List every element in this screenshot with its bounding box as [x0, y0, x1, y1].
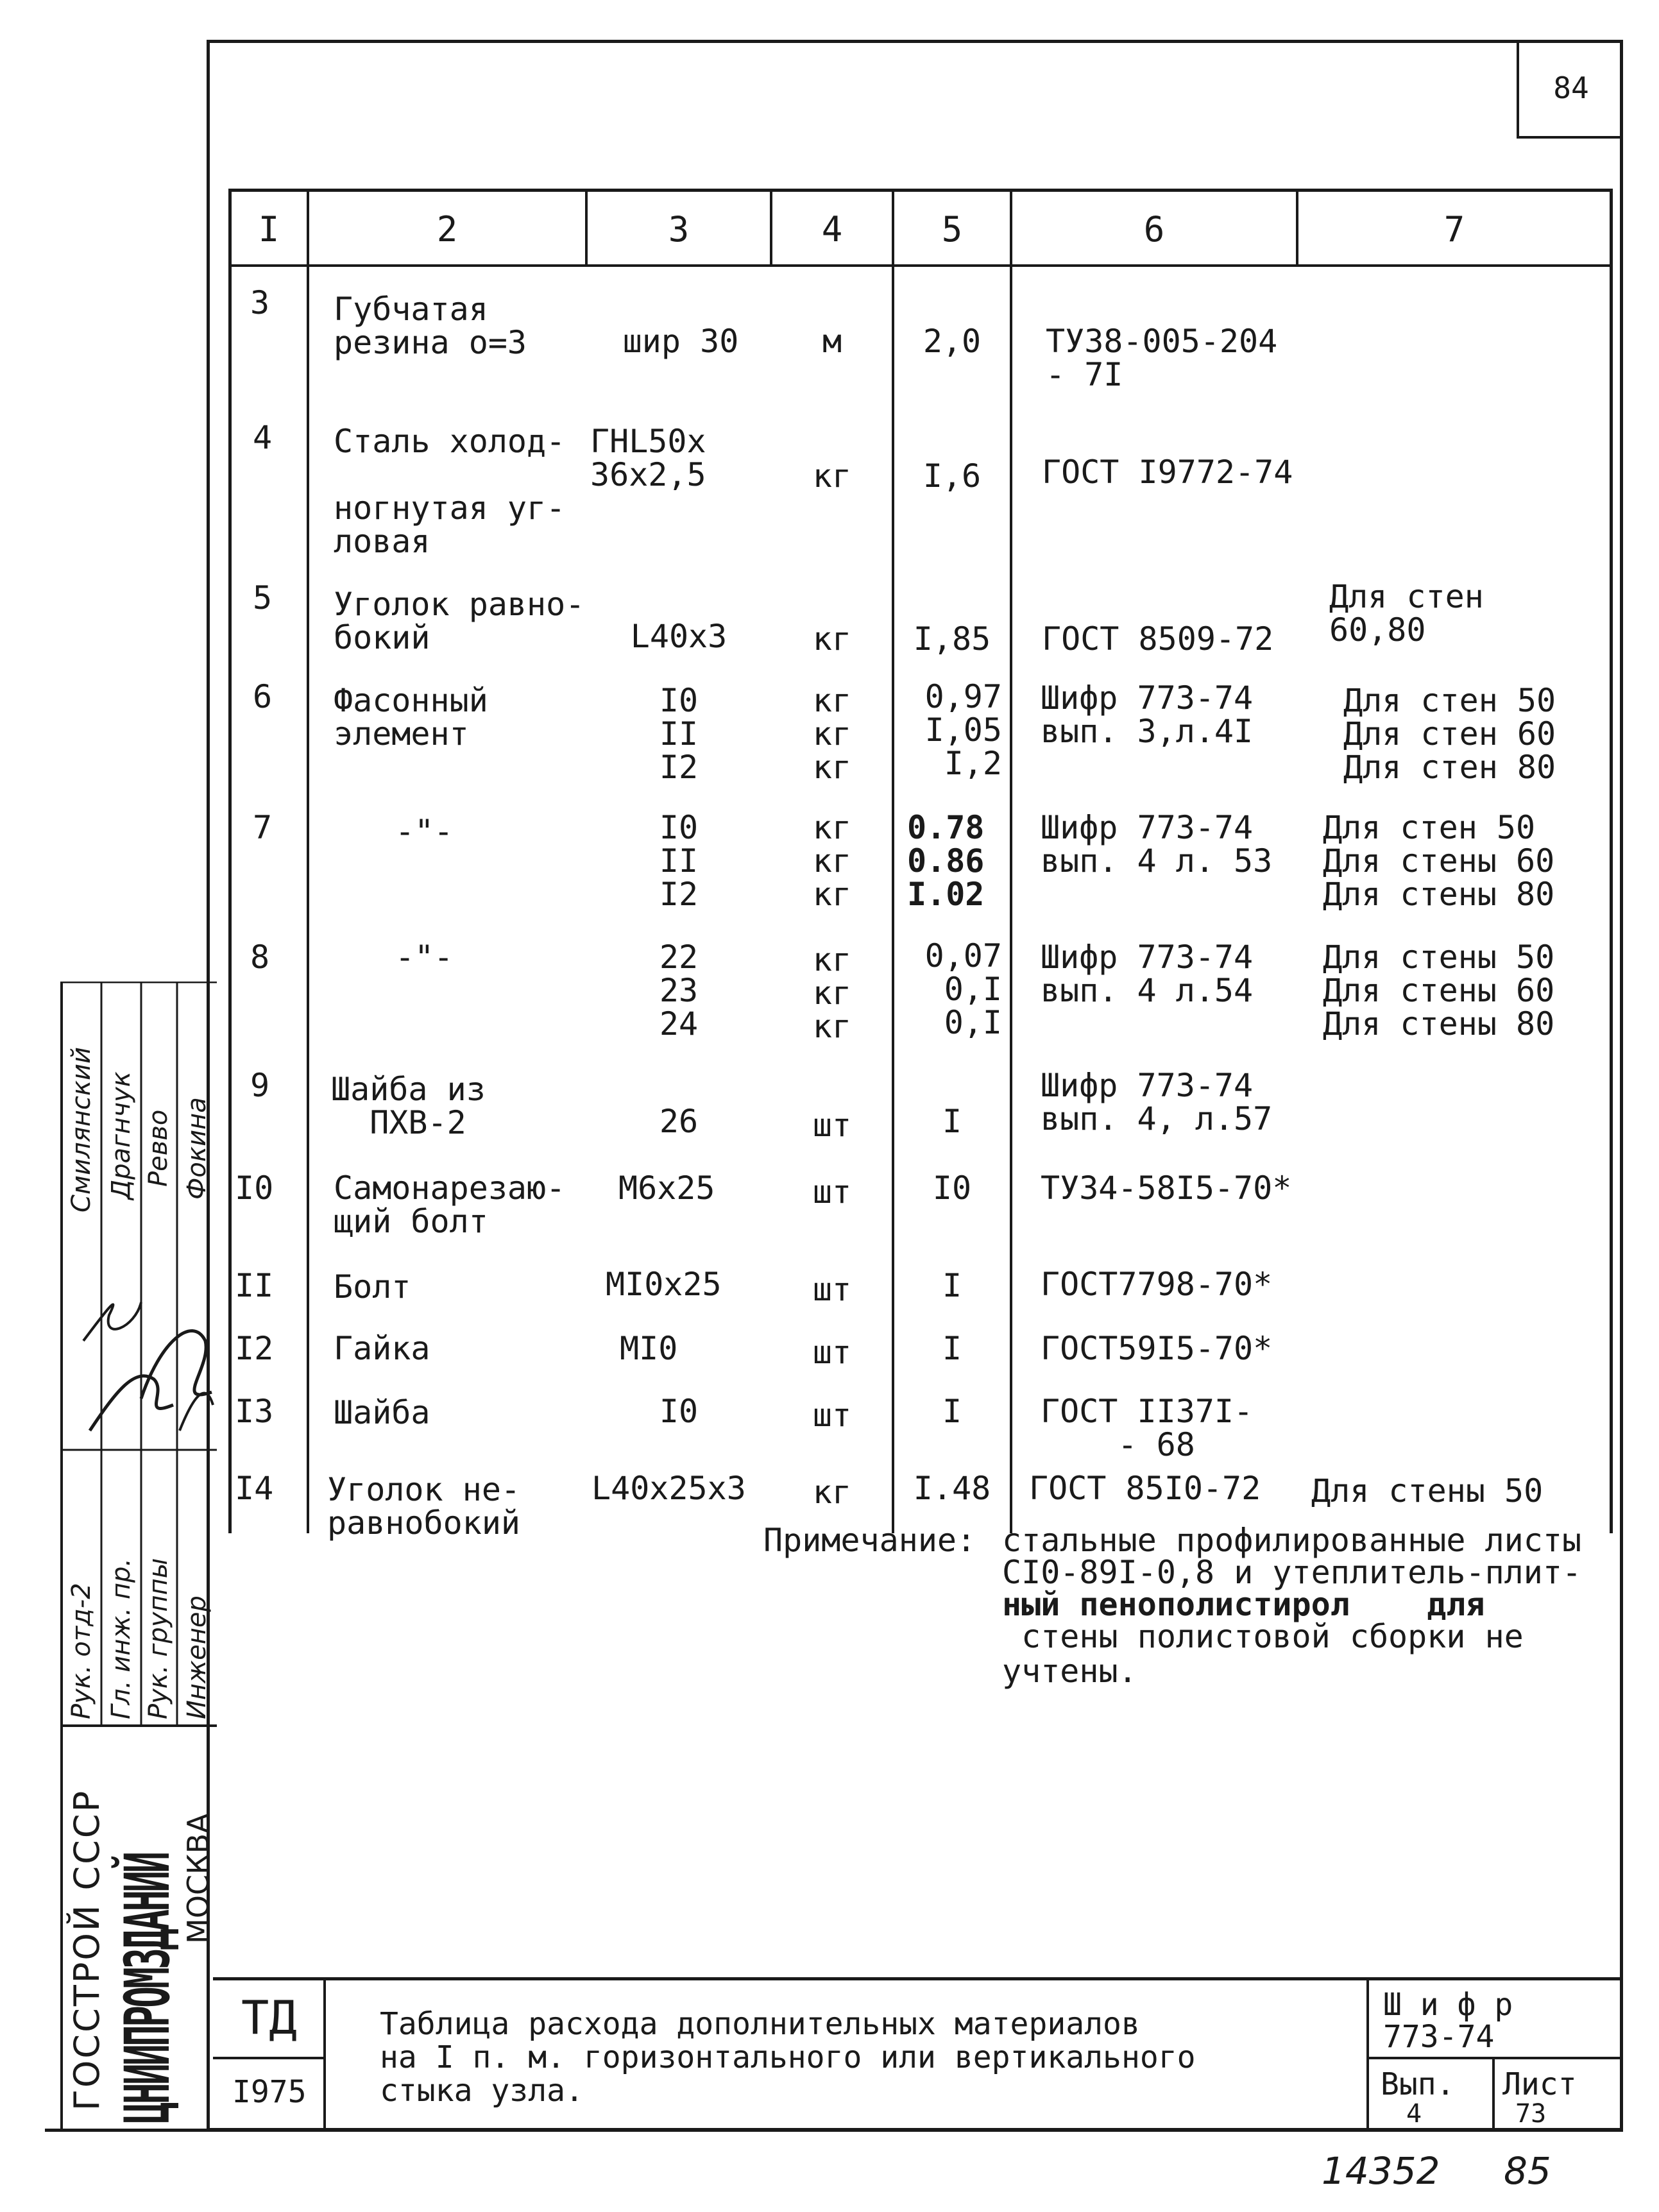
table-header-rule	[228, 264, 1613, 267]
col-divider-1	[307, 189, 309, 1533]
row-5-num: 5	[253, 579, 273, 617]
row-4-name: Сталь холод- ногнутая уг- ловая	[334, 423, 566, 560]
stamp-td: ТД	[241, 1991, 297, 2045]
row-12-unit: шт	[812, 1334, 852, 1371]
row-3-unit: м	[822, 323, 842, 360]
row-7-name: -"-	[395, 813, 454, 850]
row-5-name: Уголок равно- бокий	[334, 586, 585, 656]
row-9-size: 26	[659, 1103, 699, 1140]
remark-line-5: учтены.	[1002, 1653, 1137, 1690]
row-13-doc: ГОСТ II37I- - 68	[1041, 1393, 1254, 1463]
row-9-num: 9	[250, 1067, 270, 1104]
row-14-note: Для стены 50	[1311, 1472, 1544, 1510]
row-9-doc: Шифр 773-74 вып. 4, л.57	[1041, 1067, 1273, 1137]
row-10-num: I0	[235, 1170, 274, 1207]
row-4-num: 4	[253, 419, 273, 456]
row-11-size: МI0х25	[606, 1266, 722, 1303]
row-8-name: -"-	[395, 939, 454, 976]
row-12-qty: I	[942, 1330, 962, 1367]
header-col-2: 2	[436, 209, 458, 250]
stamp-title-3: стыка узла.	[380, 2073, 584, 2109]
remark-label: Примечание:	[763, 1522, 976, 1559]
row-11-num: II	[235, 1267, 274, 1304]
org-tsniipromzdaniy: ЦНИИПРОМЗДАНИЙ	[112, 1853, 183, 2123]
remark-line-2: СI0-89I-0,8 и утеплитель-плит-	[1002, 1554, 1582, 1591]
row-3-qty: 2,0	[923, 323, 982, 360]
row-11-name: Болт	[334, 1268, 411, 1306]
sidebar-name-1: Смилянский	[67, 1046, 96, 1212]
row-9-name: Шайба из ПХВ-2	[331, 1071, 486, 1141]
row-9-qty: I	[942, 1103, 962, 1140]
row-14-name: Уголок не- равнобокий	[327, 1471, 521, 1542]
row-7-qty: 0.78 0.86 I.02	[907, 809, 985, 913]
footer-page: 85	[1504, 2149, 1551, 2193]
row-11-unit: шт	[812, 1271, 852, 1308]
stamp-shifr-label: Ш и ф р	[1383, 1987, 1513, 2023]
page-number: 84	[1517, 40, 1623, 139]
row-8-note: Для стены 50 Для стены 60 Для стены 80	[1323, 939, 1555, 1042]
row-6-unit: кг кг кг	[812, 682, 852, 786]
row-14-size: L40х25х3	[591, 1470, 746, 1507]
stamp-vyp-label: Вып.	[1381, 2066, 1455, 2102]
row-3-name: Губчатая резина о=3	[334, 291, 527, 361]
row-5-unit: кг	[812, 620, 852, 658]
row-8-unit: кг кг кг	[812, 941, 852, 1045]
row-12-name: Гайка	[334, 1330, 430, 1367]
row-4-size: ГНL50х 36х2,5	[590, 423, 706, 493]
inventory-number: 14352	[1322, 2149, 1440, 2193]
row-10-doc: ТУ34-58I5-70*	[1041, 1170, 1292, 1207]
row-12-num: I2	[235, 1330, 274, 1367]
stamp-title-1: Таблица расхода дополнительных материалов	[380, 2006, 1140, 2042]
row-8-num: 8	[250, 939, 270, 976]
header-col-3: 3	[668, 209, 690, 250]
org-moskva: МОСКВА	[181, 1813, 216, 1944]
remark-line-1: стальные профилированные листы	[1002, 1522, 1582, 1559]
row-6-size: I0 II I2	[659, 682, 699, 786]
row-12-doc: ГОСТ59I5-70*	[1041, 1330, 1273, 1367]
row-13-unit: шт	[812, 1397, 852, 1434]
header-col-1: I	[258, 209, 280, 250]
sidebar-role-2: Гл. инж. пр.	[106, 1558, 136, 1719]
org-gosstroy: ГОССТРОЙ СССР	[67, 1789, 107, 2111]
row-7-size: I0 II I2	[659, 809, 699, 913]
row-4-unit: кг	[812, 457, 852, 495]
row-11-qty: I	[942, 1267, 962, 1304]
stamp-title-2: на I п. м. горизонтального или вертикального	[380, 2039, 1196, 2075]
sidebar-name-3: Ревво	[144, 1109, 173, 1187]
header-col-7: 7	[1443, 209, 1465, 250]
row-3-num: 3	[250, 284, 270, 321]
stamp-list-label: Лист	[1502, 2066, 1577, 2102]
row-14-unit: кг	[812, 1474, 852, 1511]
col-divider-5	[1010, 189, 1012, 1533]
remark-line-3: ный пенополистирол для	[1002, 1586, 1485, 1623]
title-block	[213, 1977, 1623, 2131]
row-8-doc: Шифр 773-74 вып. 4 л.54	[1041, 939, 1254, 1009]
row-6-num: 6	[253, 678, 273, 715]
row-11-doc: ГОСТ7798-70*	[1041, 1266, 1273, 1303]
row-10-qty: I0	[932, 1170, 972, 1207]
stamp-year: I975	[232, 2074, 307, 2110]
sidebar-name-4: Фокина	[182, 1097, 212, 1200]
sidebar-name-2: Драгнчук	[106, 1071, 136, 1200]
row-7-doc: Шифр 773-74 вып. 4 л. 53	[1041, 809, 1273, 880]
stamp-vyp: 4	[1406, 2099, 1422, 2129]
row-6-doc: Шифр 773-74 вып. 3,л.4I	[1041, 679, 1254, 750]
remark-line-4: стены полистовой сборки не	[1002, 1618, 1524, 1655]
header-col-5: 5	[941, 209, 963, 250]
sidebar-role-1: Рук. отд-2	[67, 1583, 96, 1719]
row-6-note: Для стен 50 Для стен 60 Для стен 80	[1343, 682, 1556, 786]
row-5-note: Для стен 60,80	[1329, 578, 1484, 649]
approval-sidebar	[45, 982, 217, 2130]
stamp-shifr: 773-74	[1383, 2019, 1495, 2055]
row-14-qty: I.48	[913, 1470, 991, 1507]
sidebar-role-4: Инженер	[182, 1595, 212, 1719]
row-13-name: Шайба	[334, 1394, 430, 1431]
row-13-qty: I	[942, 1393, 962, 1430]
row-9-unit: шт	[812, 1107, 852, 1144]
row-7-unit: кг кг кг	[812, 809, 852, 913]
row-13-num: I3	[235, 1393, 274, 1430]
sidebar-role-3: Рук. группы	[144, 1558, 173, 1719]
row-8-size: 22 23 24	[659, 939, 699, 1042]
stamp-list: 73	[1515, 2099, 1547, 2129]
row-5-size: L40х3	[630, 618, 727, 655]
row-7-num: 7	[253, 809, 273, 846]
row-5-doc: ГОСТ 8509-72	[1042, 620, 1274, 658]
row-6-qty: 0,97 I,05 I,2	[924, 678, 1002, 782]
row-14-doc: ГОСТ 85I0-72	[1029, 1470, 1261, 1507]
row-10-size: М6х25	[618, 1170, 715, 1207]
row-13-size: I0	[659, 1393, 699, 1430]
row-14-num: I4	[235, 1470, 274, 1507]
row-8-qty: 0,07 0,I 0,I	[924, 937, 1002, 1041]
header-col-4: 4	[821, 209, 843, 250]
row-5-qty: I,85	[913, 620, 991, 658]
row-3-doc: ТУ38-005-204 - 7I	[1046, 323, 1278, 393]
row-4-qty: I,6	[923, 457, 982, 495]
row-10-name: Самонарезаю- щий болт	[334, 1170, 566, 1240]
row-7-note: Для стен 50 Для стены 60 Для стены 80	[1323, 809, 1555, 913]
header-col-6: 6	[1143, 209, 1165, 250]
bottom-rule	[45, 2129, 1623, 2132]
row-12-size: МI0	[620, 1330, 678, 1367]
row-4-doc: ГОСТ I9772-74	[1042, 454, 1293, 491]
row-6-name: Фасонный элемент	[334, 682, 488, 753]
row-3-size: шир 30	[622, 323, 739, 360]
row-10-unit: шт	[812, 1173, 852, 1211]
